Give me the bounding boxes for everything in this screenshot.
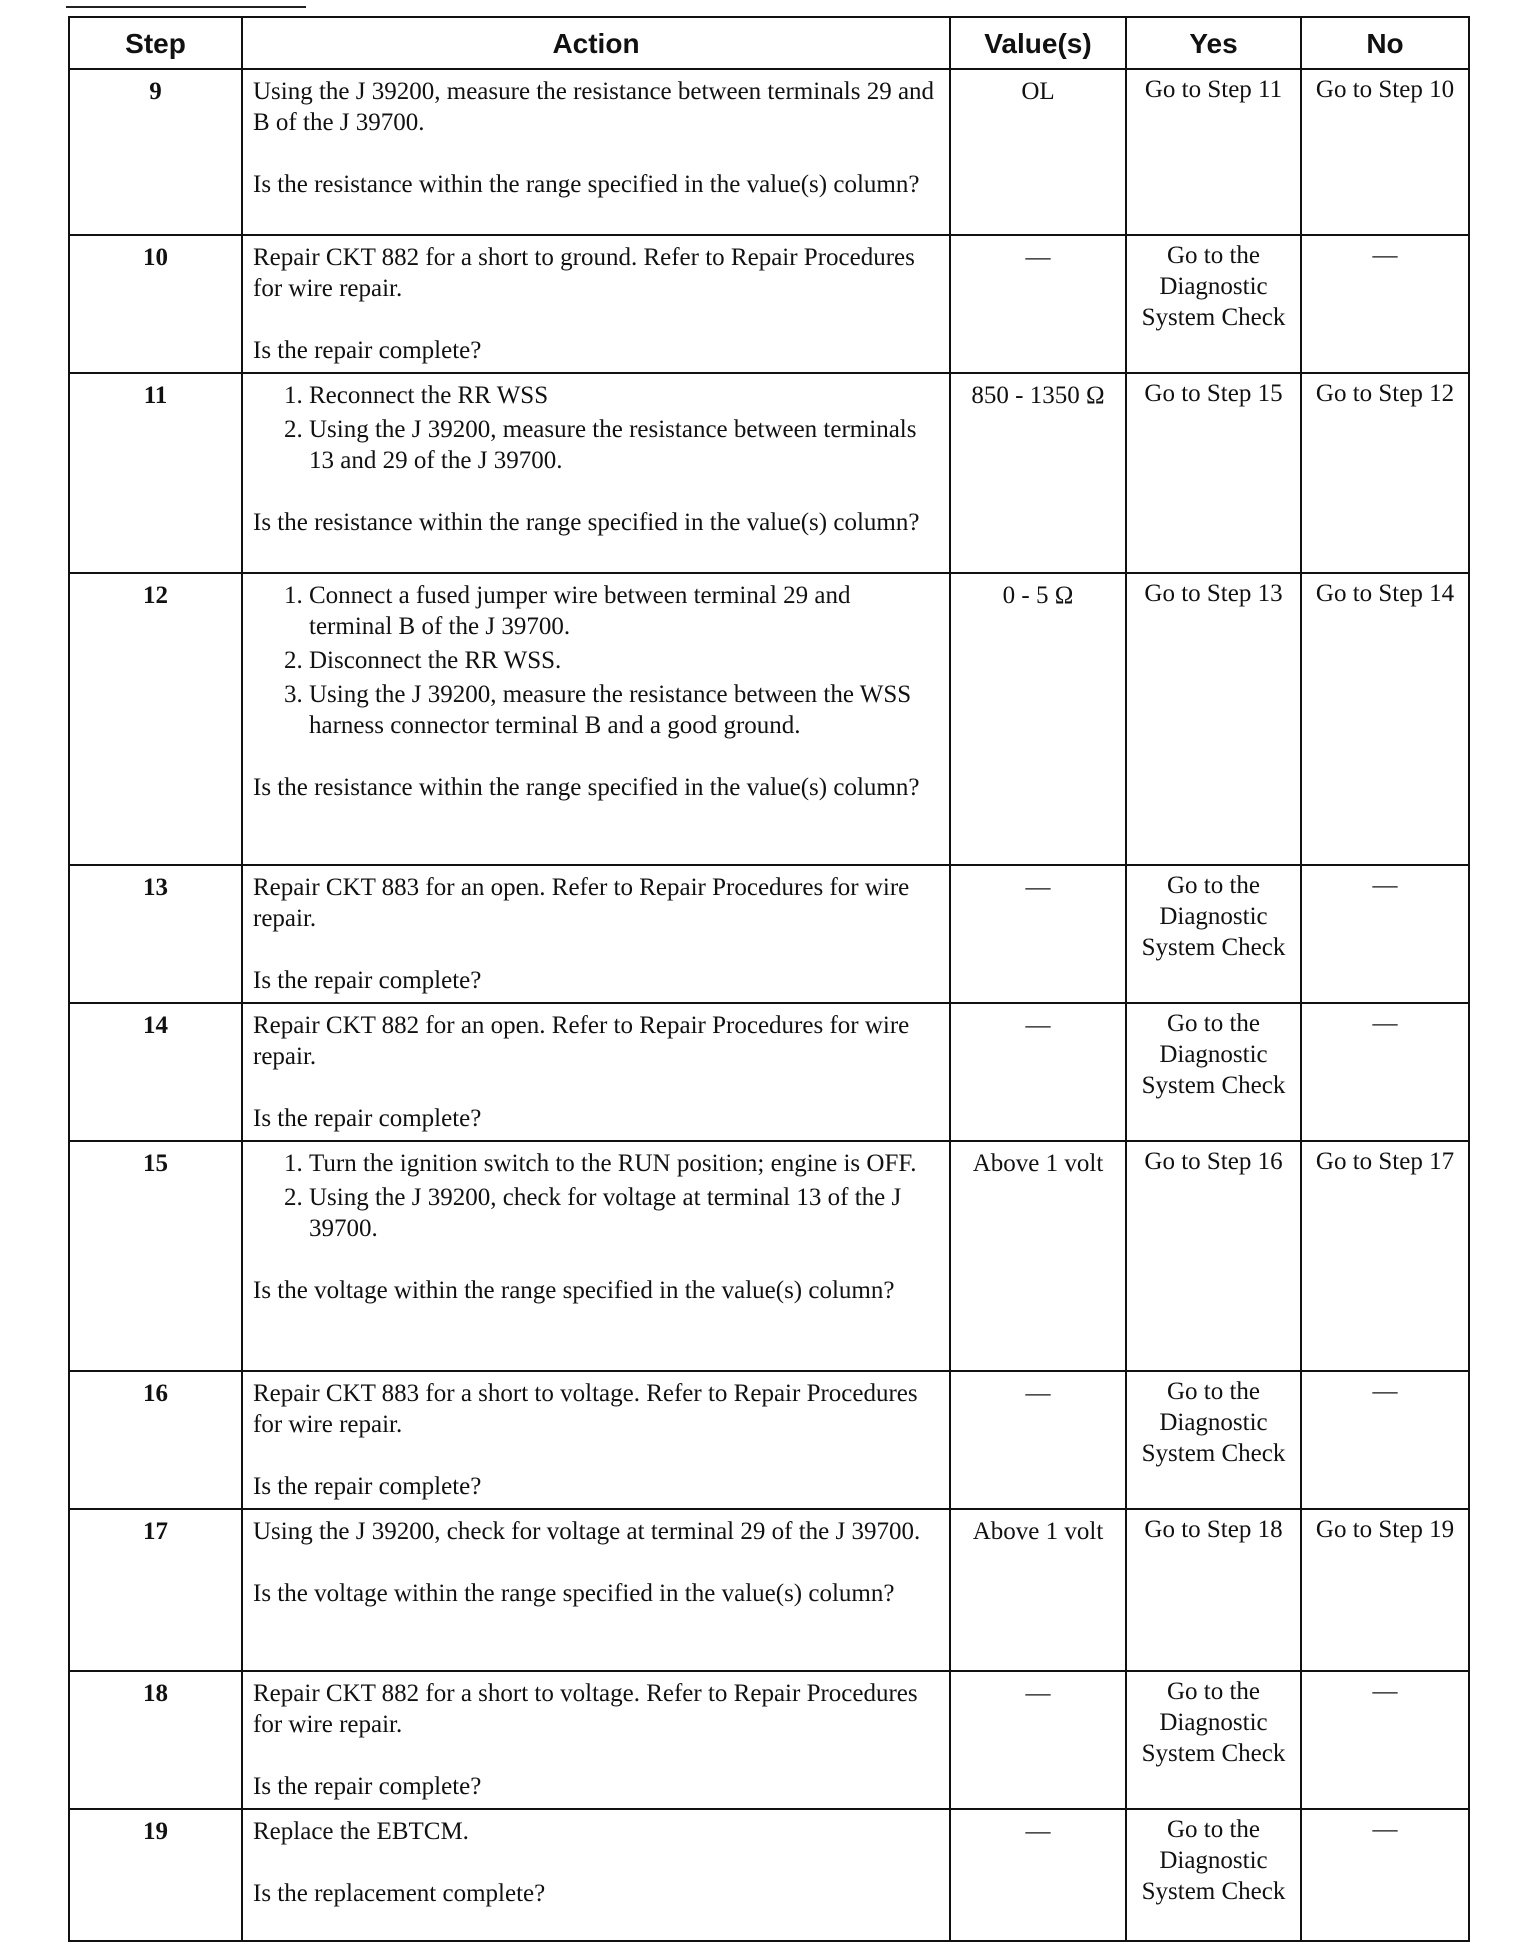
action-text: Repair CKT 882 for a short to ground. Refer to Repair Procedures for wire repair.	[253, 244, 915, 302]
action-step-item: 2. Disconnect the RR WSS.	[309, 645, 939, 676]
no-cell: —	[1301, 1371, 1469, 1509]
action-question: Is the repair complete?	[253, 967, 482, 994]
action-steps	[253, 580, 939, 741]
step-number: 14	[69, 1003, 242, 1141]
step-number: 13	[69, 865, 242, 1003]
action-question: Is the repair complete?	[253, 1105, 482, 1132]
table-row	[69, 1671, 1469, 1809]
step-number: 16	[69, 1371, 242, 1509]
action-cell	[242, 373, 950, 573]
table-row	[69, 69, 1469, 235]
action-cell	[242, 1671, 950, 1809]
table-row	[69, 1371, 1469, 1509]
no-cell: Go to Step 10	[1301, 69, 1469, 235]
value-cell: —	[950, 1671, 1126, 1809]
action-cell	[242, 865, 950, 1003]
action-cell	[242, 1371, 950, 1509]
value-cell: 0 - 5 Ω	[950, 573, 1126, 865]
action-question: Is the repair complete?	[253, 1473, 482, 1500]
action-question: Is the voltage within the range specified in the value(s) column?	[253, 1580, 895, 1607]
step-number: 12	[69, 573, 242, 865]
action-text: Repair CKT 883 for a short to voltage. Refer to Repair Procedures for wire repair.	[253, 1380, 918, 1438]
no-cell: Go to Step 14	[1301, 573, 1469, 865]
action-step-item: 1. Reconnect the RR WSS	[309, 380, 939, 411]
yes-header: Yes	[1126, 17, 1301, 69]
yes-cell: Go to the Diagnostic System Check	[1126, 1371, 1301, 1509]
no-cell: Go to Step 12	[1301, 373, 1469, 573]
action-cell	[242, 573, 950, 865]
table-row	[69, 1809, 1469, 1941]
action-step-item: 1. Turn the ignition switch to the RUN position; engine is OFF.	[309, 1148, 939, 1179]
no-header: No	[1301, 17, 1469, 69]
action-question: Is the resistance within the range specified in the value(s) column?	[253, 509, 920, 536]
table-row	[69, 1003, 1469, 1141]
step-number: 10	[69, 235, 242, 373]
no-cell: —	[1301, 1671, 1469, 1809]
top-rule	[66, 6, 306, 8]
header-row	[69, 17, 1469, 69]
table-row	[69, 235, 1469, 373]
no-cell: —	[1301, 1003, 1469, 1141]
value-cell: —	[950, 235, 1126, 373]
no-cell: —	[1301, 865, 1469, 1003]
step-header: Step	[69, 17, 242, 69]
action-text: Repair CKT 883 for an open. Refer to Repair Procedures for wire repair.	[253, 874, 910, 932]
action-text: Using the J 39200, measure the resistance between terminals 29 and B of the J 39700.	[253, 78, 935, 136]
action-question: Is the voltage within the range specified in the value(s) column?	[253, 1277, 895, 1304]
yes-cell: Go to Step 18	[1126, 1509, 1301, 1671]
yes-cell: Go to Step 11	[1126, 69, 1301, 235]
table-row	[69, 373, 1469, 573]
table-row	[69, 865, 1469, 1003]
action-text: Using the J 39200, check for voltage at terminal 29 of the J 39700.	[253, 1518, 921, 1545]
action-question: Is the repair complete?	[253, 337, 482, 364]
action-cell	[242, 1809, 950, 1941]
value-header: Value(s)	[950, 17, 1126, 69]
action-header: Action	[242, 17, 950, 69]
no-cell: Go to Step 17	[1301, 1141, 1469, 1371]
action-step-item: 2. Using the J 39200, measure the resistance between terminals 13 and 29 of the J 39700.	[309, 414, 939, 476]
value-cell: OL	[950, 69, 1126, 235]
action-steps	[253, 380, 939, 476]
step-number: 18	[69, 1671, 242, 1809]
value-cell: —	[950, 1371, 1126, 1509]
action-cell	[242, 235, 950, 373]
yes-cell: Go to the Diagnostic System Check	[1126, 865, 1301, 1003]
no-cell: Go to Step 19	[1301, 1509, 1469, 1671]
value-cell: 850 - 1350 Ω	[950, 373, 1126, 573]
step-number: 11	[69, 373, 242, 573]
yes-cell: Go to Step 15	[1126, 373, 1301, 573]
step-number: 17	[69, 1509, 242, 1671]
step-number: 9	[69, 69, 242, 235]
value-cell: —	[950, 865, 1126, 1003]
yes-cell: Go to Step 13	[1126, 573, 1301, 865]
yes-cell: Go to the Diagnostic System Check	[1126, 1809, 1301, 1941]
step-number: 19	[69, 1809, 242, 1941]
table-row	[69, 1141, 1469, 1371]
yes-cell: Go to Step 16	[1126, 1141, 1301, 1371]
table-row	[69, 573, 1469, 865]
action-text: Replace the EBTCM.	[253, 1818, 469, 1845]
action-cell	[242, 1509, 950, 1671]
value-cell: Above 1 volt	[950, 1141, 1126, 1371]
yes-cell: Go to the Diagnostic System Check	[1126, 1003, 1301, 1141]
action-cell	[242, 1003, 950, 1141]
no-cell: —	[1301, 1809, 1469, 1941]
action-text: Repair CKT 882 for an open. Refer to Repair Procedures for wire repair.	[253, 1012, 910, 1070]
action-step-item: 2. Using the J 39200, check for voltage at terminal 13 of the J 39700.	[309, 1182, 939, 1244]
value-cell: —	[950, 1003, 1126, 1141]
value-cell: Above 1 volt	[950, 1509, 1126, 1671]
action-cell	[242, 69, 950, 235]
action-cell	[242, 1141, 950, 1371]
action-step-item: 1. Connect a fused jumper wire between terminal 29 and terminal B of the J 39700.	[309, 580, 939, 642]
yes-cell: Go to the Diagnostic System Check	[1126, 1671, 1301, 1809]
yes-cell: Go to the Diagnostic System Check	[1126, 235, 1301, 373]
action-step-item: 3. Using the J 39200, measure the resistance between the WSS harness connector terminal B and a good ground.	[309, 679, 939, 741]
action-question: Is the resistance within the range specified in the value(s) column?	[253, 171, 920, 198]
action-question: Is the replacement complete?	[253, 1880, 546, 1907]
action-question: Is the resistance within the range specified in the value(s) column?	[253, 774, 920, 801]
action-steps	[253, 1148, 939, 1244]
action-question: Is the repair complete?	[253, 1773, 482, 1800]
no-cell: —	[1301, 235, 1469, 373]
diagnostic-table	[68, 16, 1470, 1942]
action-text: Repair CKT 882 for a short to voltage. Refer to Repair Procedures for wire repair.	[253, 1680, 918, 1738]
table-row	[69, 1509, 1469, 1671]
step-number: 15	[69, 1141, 242, 1371]
value-cell: —	[950, 1809, 1126, 1941]
